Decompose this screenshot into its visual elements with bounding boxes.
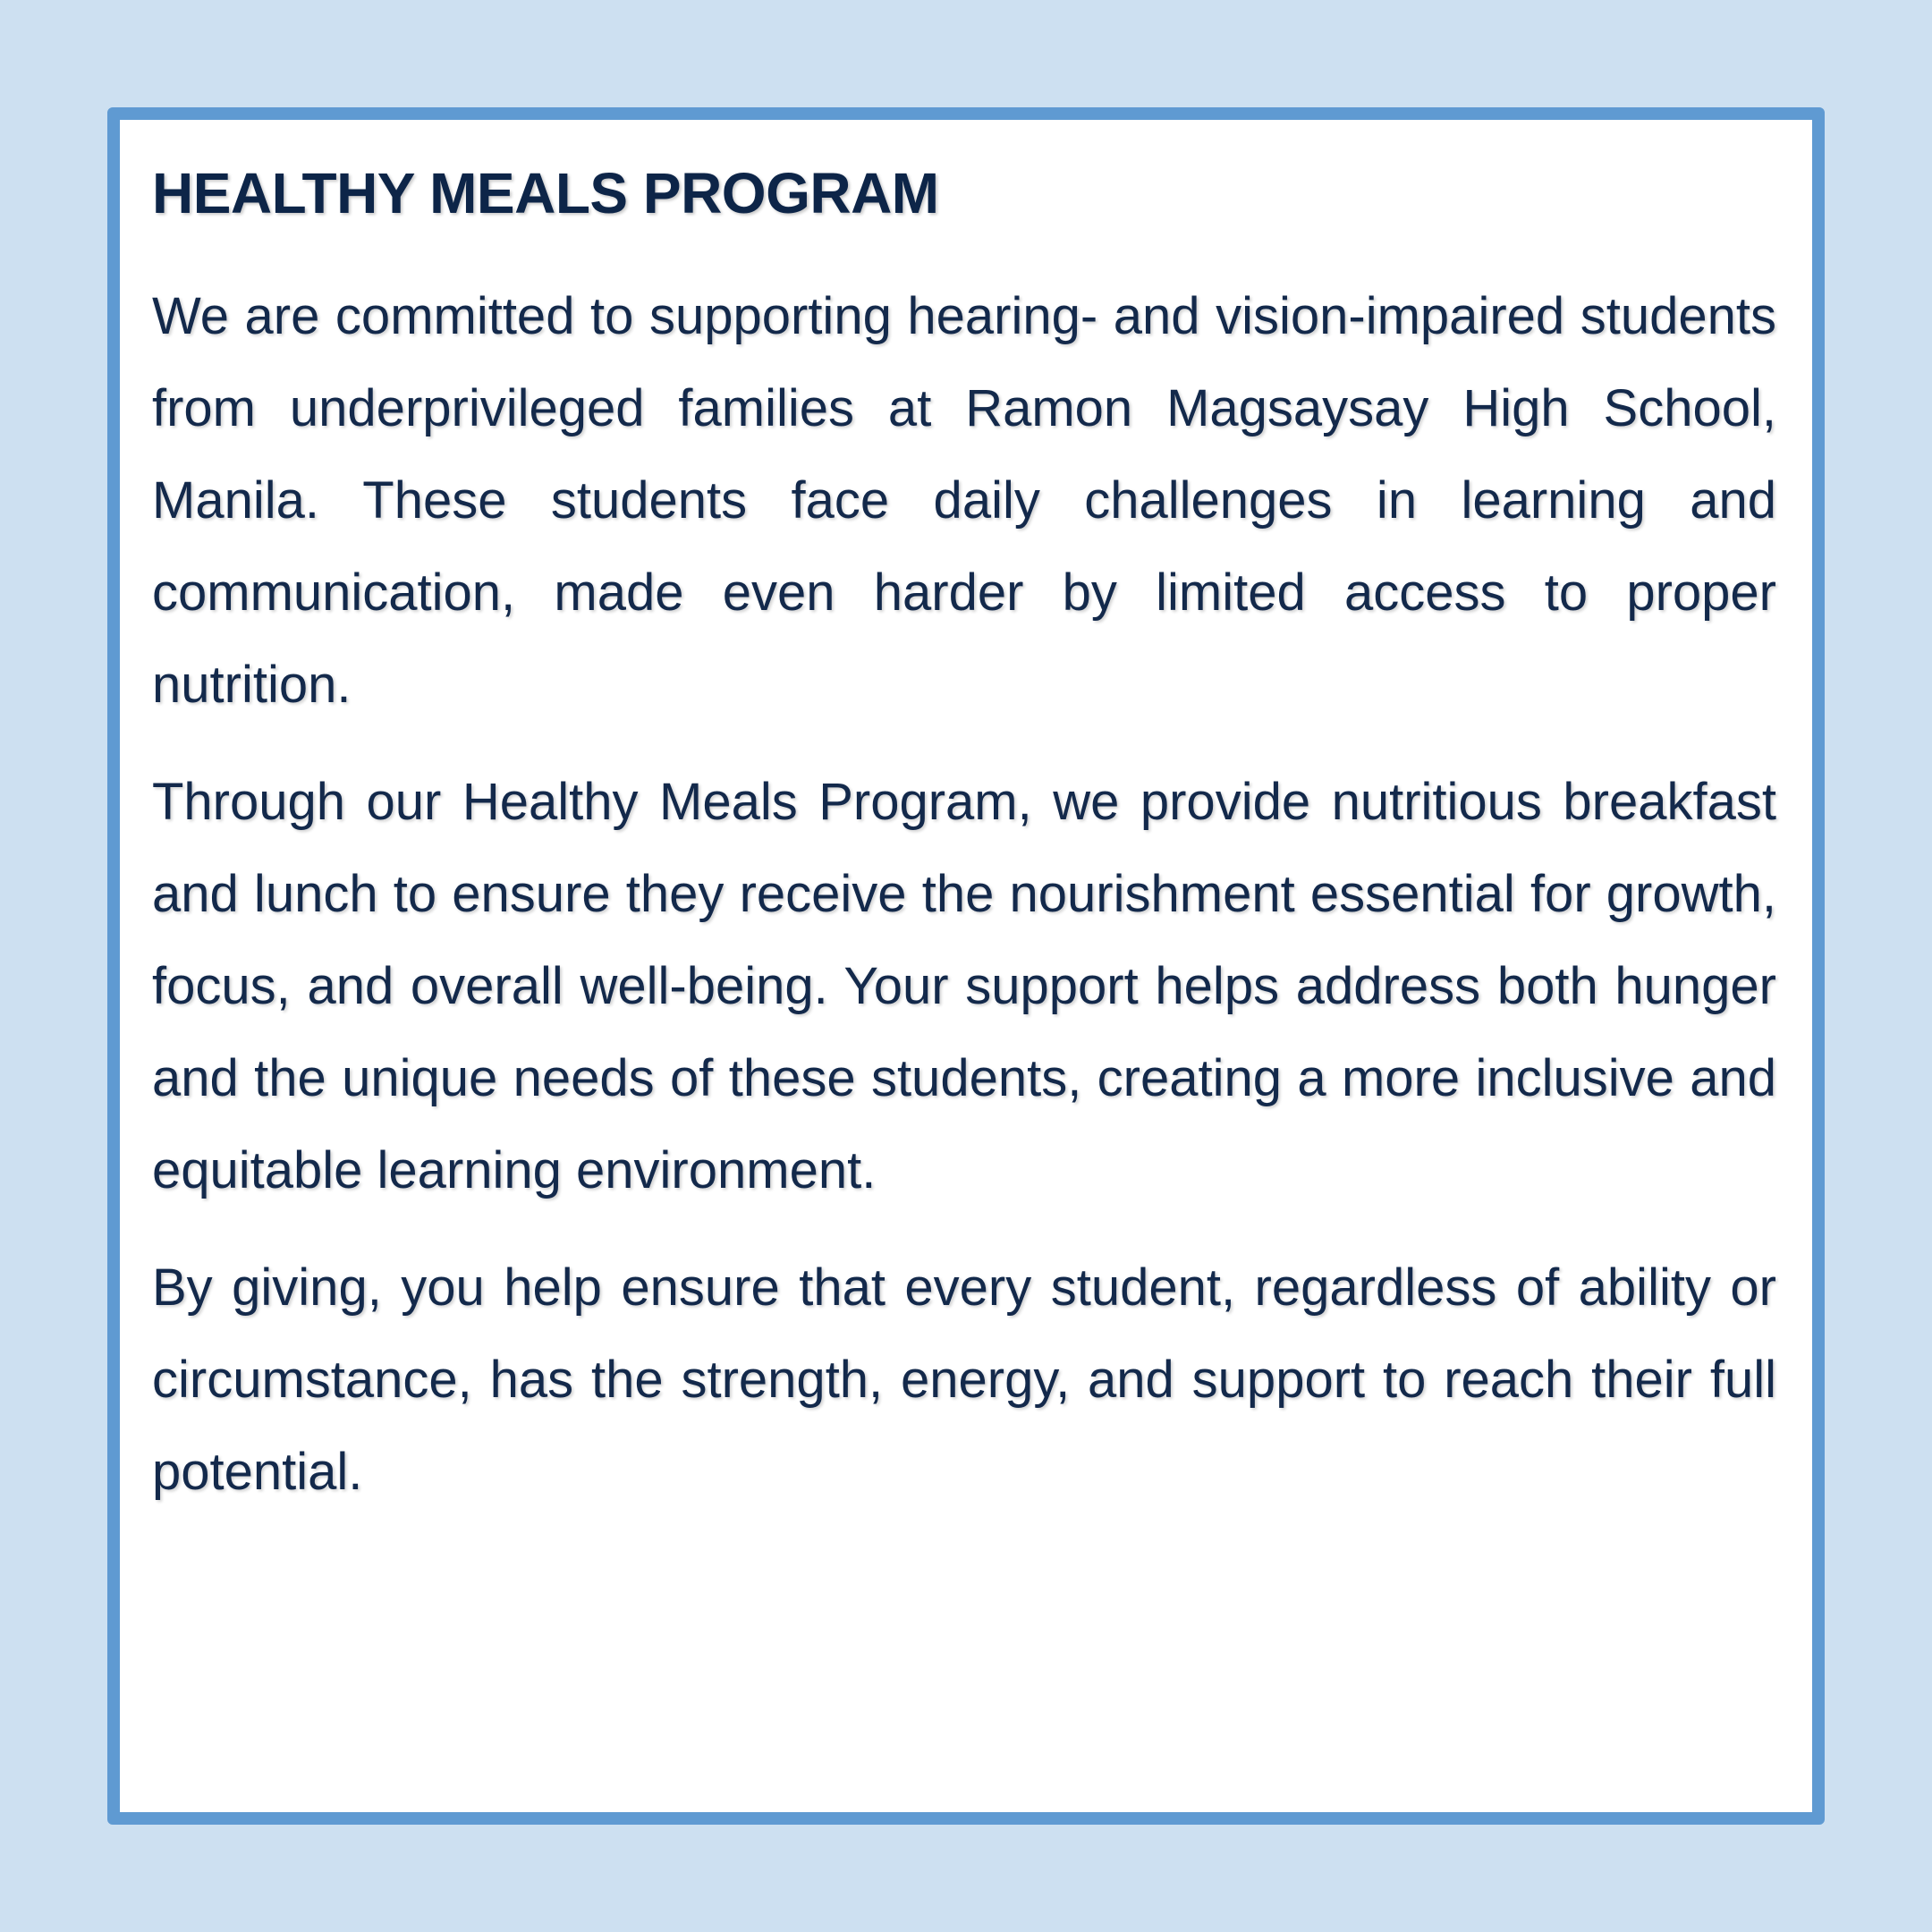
program-title: HEALTHY MEALS PROGRAM: [152, 161, 939, 225]
program-description-paragraph: Through our Healthy Meals Program, we provide nutritious breakfast and lunch to ensure they receive the nourishment essential for growth, focus, and overall well-being. Your support helps address both hunger and the unique needs of these students, creating a more inclusive and equitable learning environment.: [152, 773, 1776, 1199]
call-to-action-paragraph: By giving, you help ensure that every student, regardless of ability or circumstance, has the strength, energy, and support to reach their full potential.: [152, 1258, 1835, 1501]
program-card: [107, 107, 1835, 1825]
intro-paragraph: We are committed to supporting hearing- and vision-impaired students from underprivileged families at Ramon Magsaysay High School, Manila. These students face daily challenges in learning and communication, made even harder by limited access to proper nutrition.: [152, 287, 1776, 714]
